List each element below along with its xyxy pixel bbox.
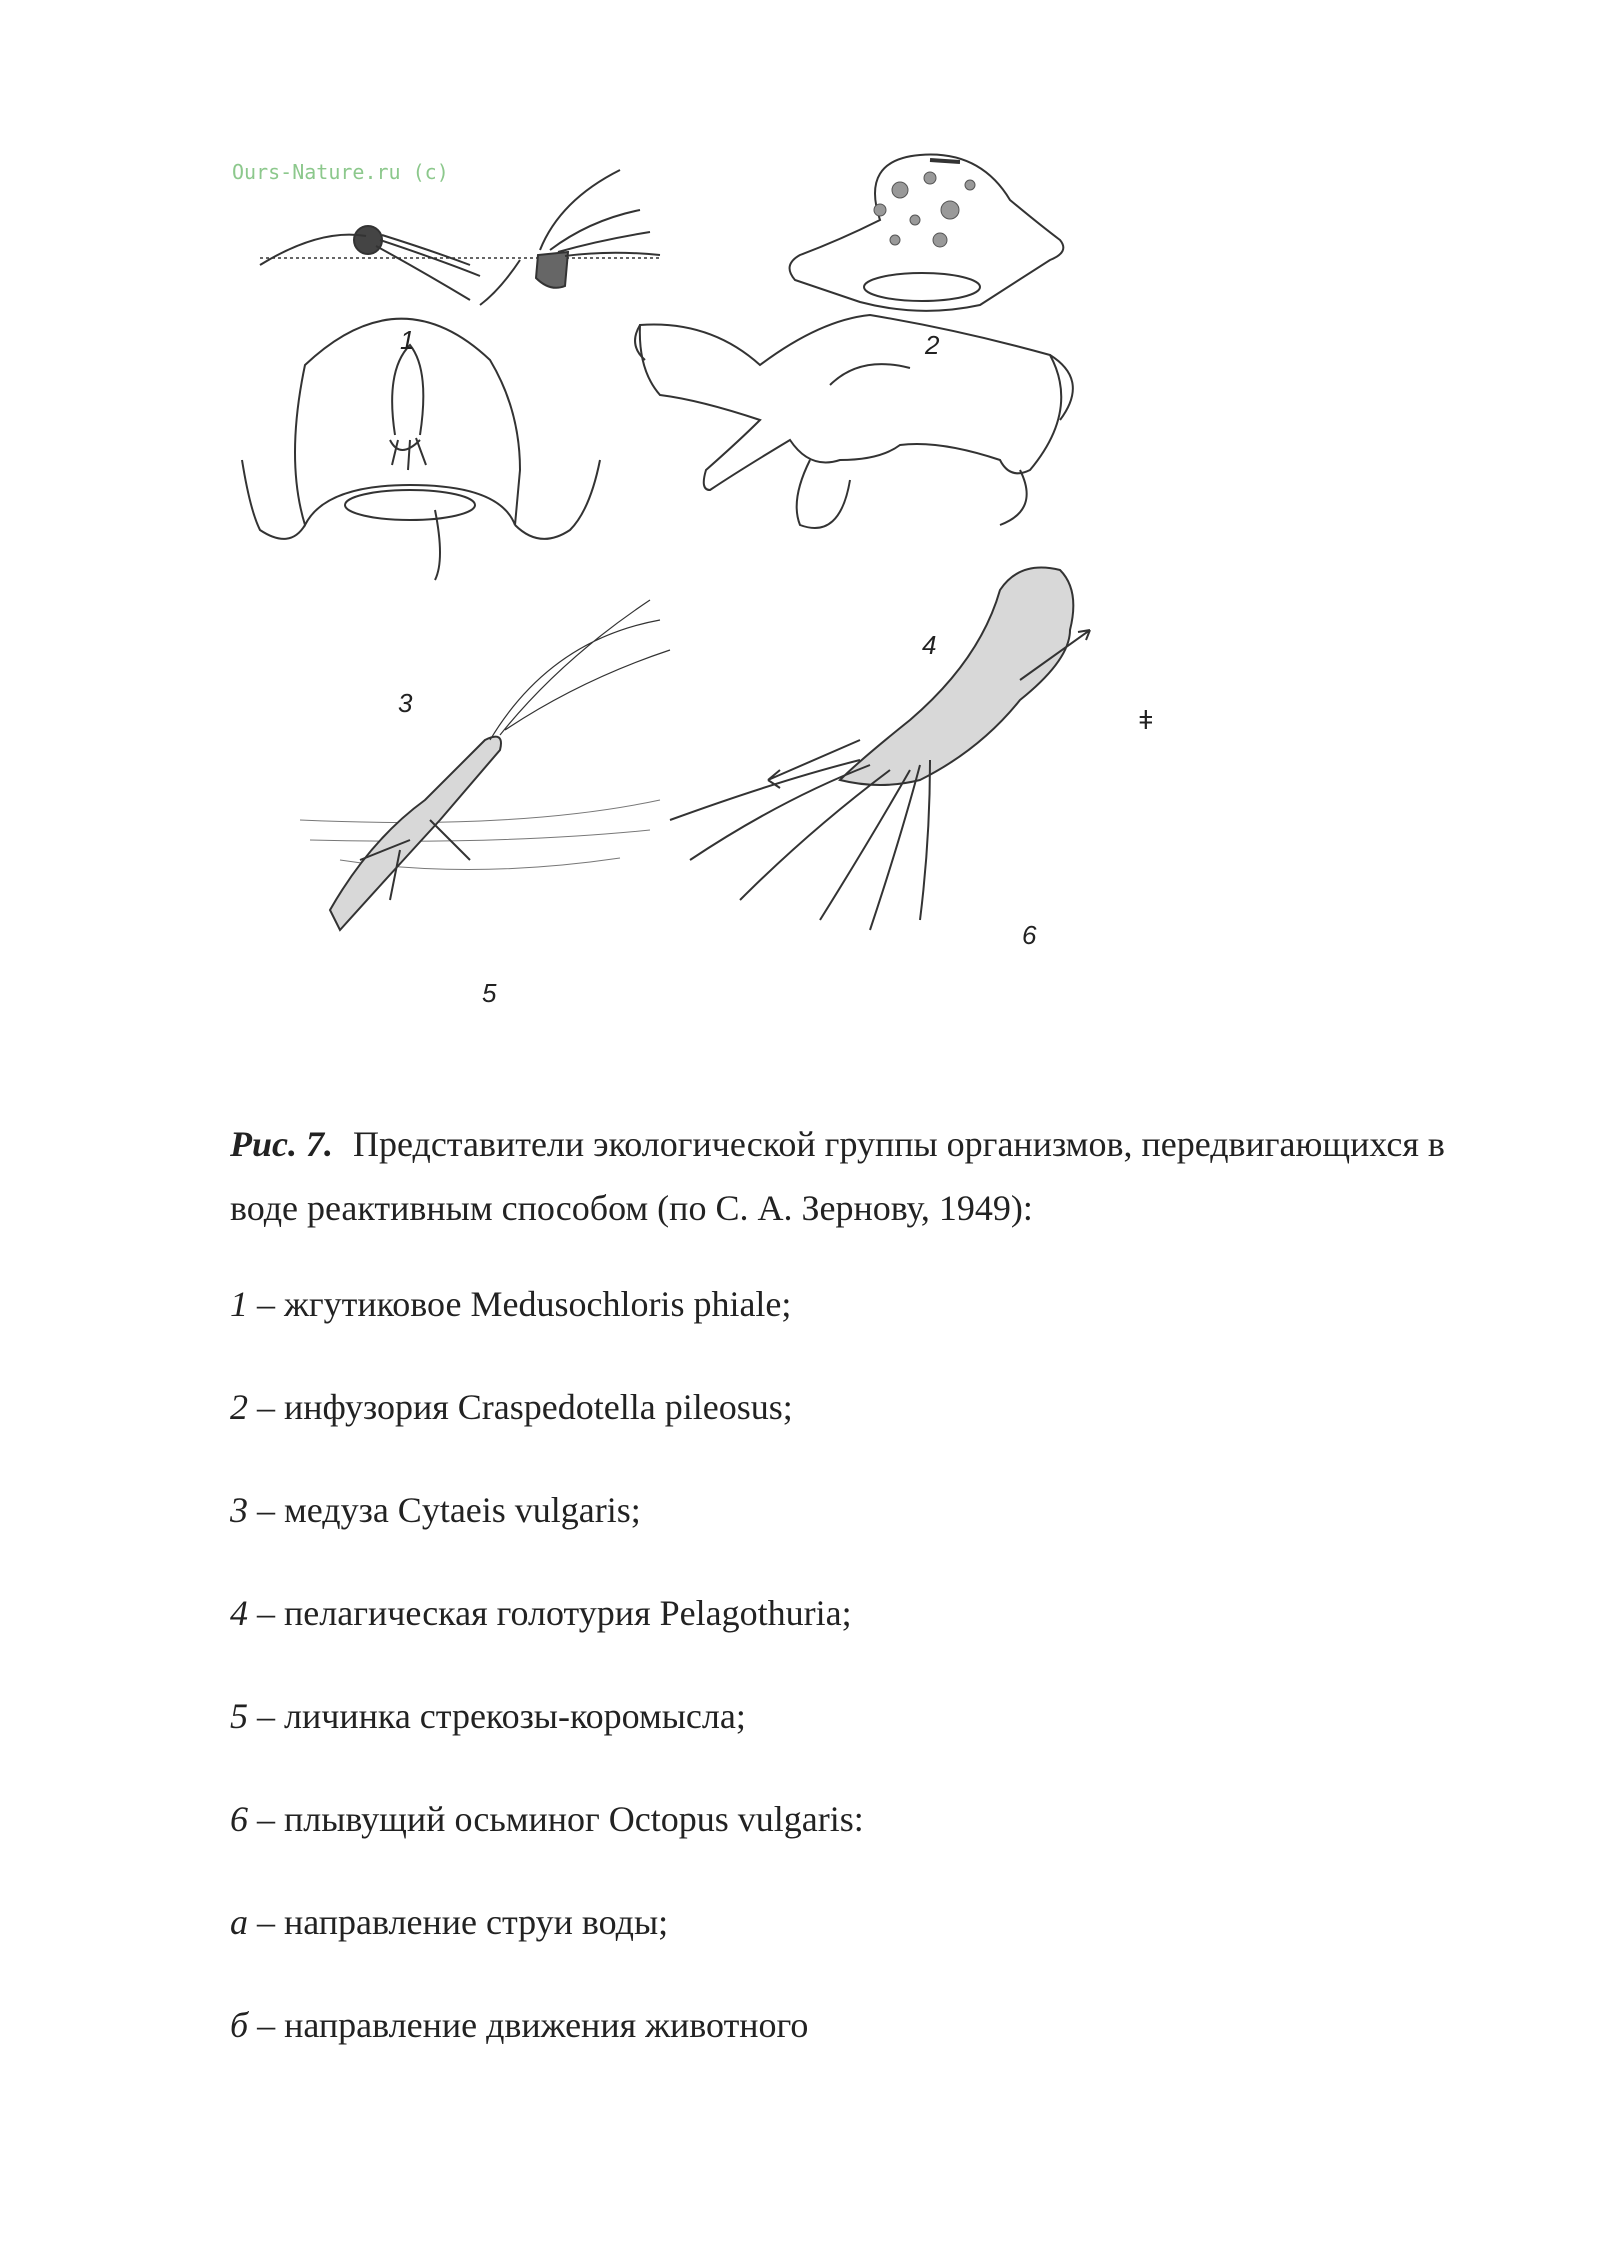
legend-item [230,1282,1520,1385]
drawing-octopus [670,568,1090,931]
drawing-craspedotella [790,155,1064,311]
legend-key: 1 [230,1284,248,1324]
arrow-mark: ǂ [1138,705,1154,735]
legend-text: жгутиковое Medusochloris phiale; [284,1284,792,1324]
legend-dash: – [248,1284,284,1324]
figure-number-2: 2 [925,330,940,360]
figure-number-4: 4 [922,630,937,660]
legend-dash: – [248,1696,284,1736]
legend-key: 6 [230,1799,248,1839]
legend-text: инфузория Craspedotella pileosus; [284,1387,793,1427]
legend-item [230,2003,1520,2106]
legend-key: 5 [230,1696,248,1736]
legend-item [230,1900,1520,2003]
drawing-medusochloris [260,170,660,305]
watermark-text: Ours-Nature.ru (c) [232,160,449,184]
legend-text: личинка стрекозы-коромысла; [284,1696,746,1736]
legend-dash: – [248,1799,284,1839]
legend-dash: – [248,1490,284,1530]
figure-label: Рис. 7. [230,1124,333,1164]
legend-list [230,1282,1520,2106]
figure-drawings [220,140,1240,1060]
legend-item [230,1591,1520,1694]
drawing-cytaeis [242,319,600,580]
drawing-pelagothuria [635,315,1073,528]
drawing-dragonfly-larva [300,600,670,930]
legend-key: 4 [230,1593,248,1633]
legend-item [230,1797,1520,1900]
legend-key: б [230,2005,249,2045]
legend-text: плывущий осьминог Octopus vulgaris: [284,1799,864,1839]
figure-number-1: 1 [400,325,415,355]
legend-item [230,1694,1520,1797]
legend-item [230,1488,1520,1591]
legend-text: пелагическая голотурия Pelagothuria; [284,1593,852,1633]
legend-dash: – [248,1387,284,1427]
figure-number-3: 3 [398,688,413,718]
legend-text: направление движения животного [284,2005,809,2045]
legend-item [230,1385,1520,1488]
figure-number-6: 6 [1022,920,1037,950]
figure-number-5: 5 [482,978,497,1008]
legend-text: направление струи воды; [284,1902,669,1942]
figure-caption [230,1112,1520,1240]
caption-text: Представители экологической группы организмов, передвигающихся в воде реактивным способом (по С. А. Зернову, 1949): [230,1124,1445,1228]
legend-key: 3 [230,1490,248,1530]
legend-dash: – [248,2005,285,2045]
figure-illustration [220,140,1240,1060]
legend-dash: – [248,1902,284,1942]
legend-dash: – [248,1593,284,1633]
legend-key: 2 [230,1387,248,1427]
legend-text: медуза Cytaeis vulgaris; [284,1490,641,1530]
legend-key: а [230,1902,248,1942]
